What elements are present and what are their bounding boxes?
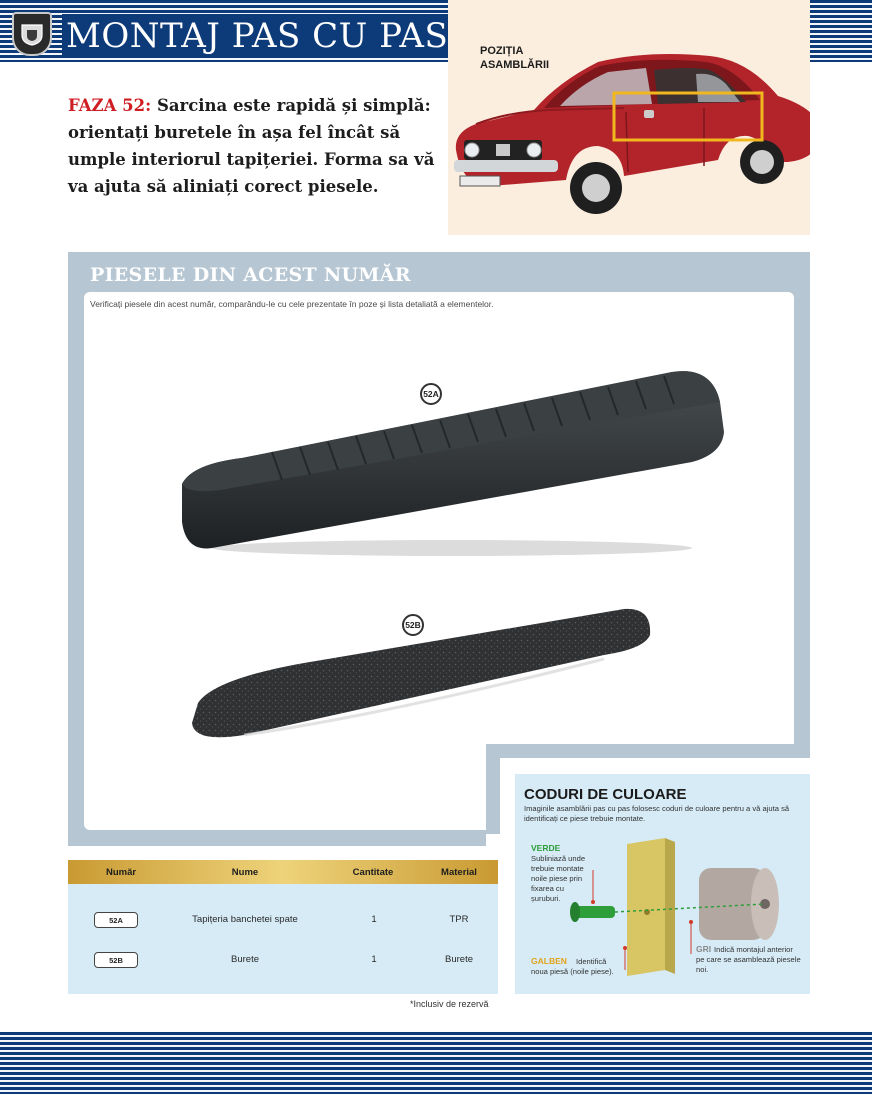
row-quantity: 1 (371, 954, 377, 965)
position-label-line1: POZIȚIA (480, 45, 524, 57)
part-badge-52a: 52A (420, 383, 442, 405)
row-name: Tapițeria banchetei spate (192, 914, 298, 925)
grey-code-text-2: pe care se asamblează piesele noi. (696, 955, 801, 974)
yellow-code-text-1: Identifică (576, 957, 607, 966)
phase-text: Sarcina este rapidă și simplă: orientați buretele în așa fel încât să umple interiorul tapițeriei. Forma sa vă va ajuta să aliniați corect piesele. (68, 96, 435, 196)
part-52a-upholstery-image (172, 362, 732, 562)
row-number-badge: 52A (94, 912, 138, 928)
green-code-text: Subliniază unde trebuie montate noile piese prin fixarea cu șuruburi. (531, 854, 586, 903)
part-52b-foam-image (184, 603, 664, 753)
footer-band (0, 1032, 872, 1094)
col-header-name: Nume (231, 867, 259, 878)
color-codes-description: Imaginile asamblării pas cu pas folosesc coduri de culoare pentru a vă ajuta să identificați ce piese trebuie montate. (524, 804, 790, 823)
row-material: Burete (445, 954, 473, 965)
parts-table-body (68, 884, 498, 994)
col-header-number: Număr (105, 867, 137, 878)
page-title: MONTAJ PAS CU PAS (62, 14, 458, 58)
col-header-material: Material (441, 867, 477, 878)
row-material: TPR (449, 914, 469, 925)
assembly-position-panel (448, 0, 810, 235)
grey-code-label: GRI (696, 944, 712, 954)
footnote: *Inclusiv de rezervă (410, 999, 489, 1009)
color-codes-title: CODURI DE CULOARE (524, 786, 687, 803)
position-label-line2: ASAMBLĂRII (480, 59, 550, 71)
phase-number: FAZA 52: (68, 96, 152, 115)
row-quantity: 1 (371, 914, 377, 925)
col-header-quantity: Cantitate (352, 867, 394, 878)
phase-instructions (68, 92, 438, 200)
yellow-code-label: GALBEN (531, 956, 567, 966)
car-image (448, 0, 810, 235)
logo-badge (12, 12, 52, 56)
yellow-code-text-2: noua piesă (noile piese). (531, 967, 614, 976)
green-code-label: VERDE (531, 843, 561, 853)
grey-code-text-1: Indică montajul anterior (714, 945, 793, 954)
parts-subtitle: Verificați piesele din acest număr, comparându-le cu cele prezentate în poze și lista detaliată a elementelor. (90, 299, 494, 309)
parts-title: PIESELE DIN ACEST NUMĂR (90, 264, 411, 286)
assembly-position-label (480, 44, 600, 72)
row-name: Burete (231, 954, 259, 965)
row-number-badge: 52B (94, 952, 138, 968)
part-badge-52b: 52B (402, 614, 424, 636)
dacia-logo-icon (19, 21, 45, 47)
